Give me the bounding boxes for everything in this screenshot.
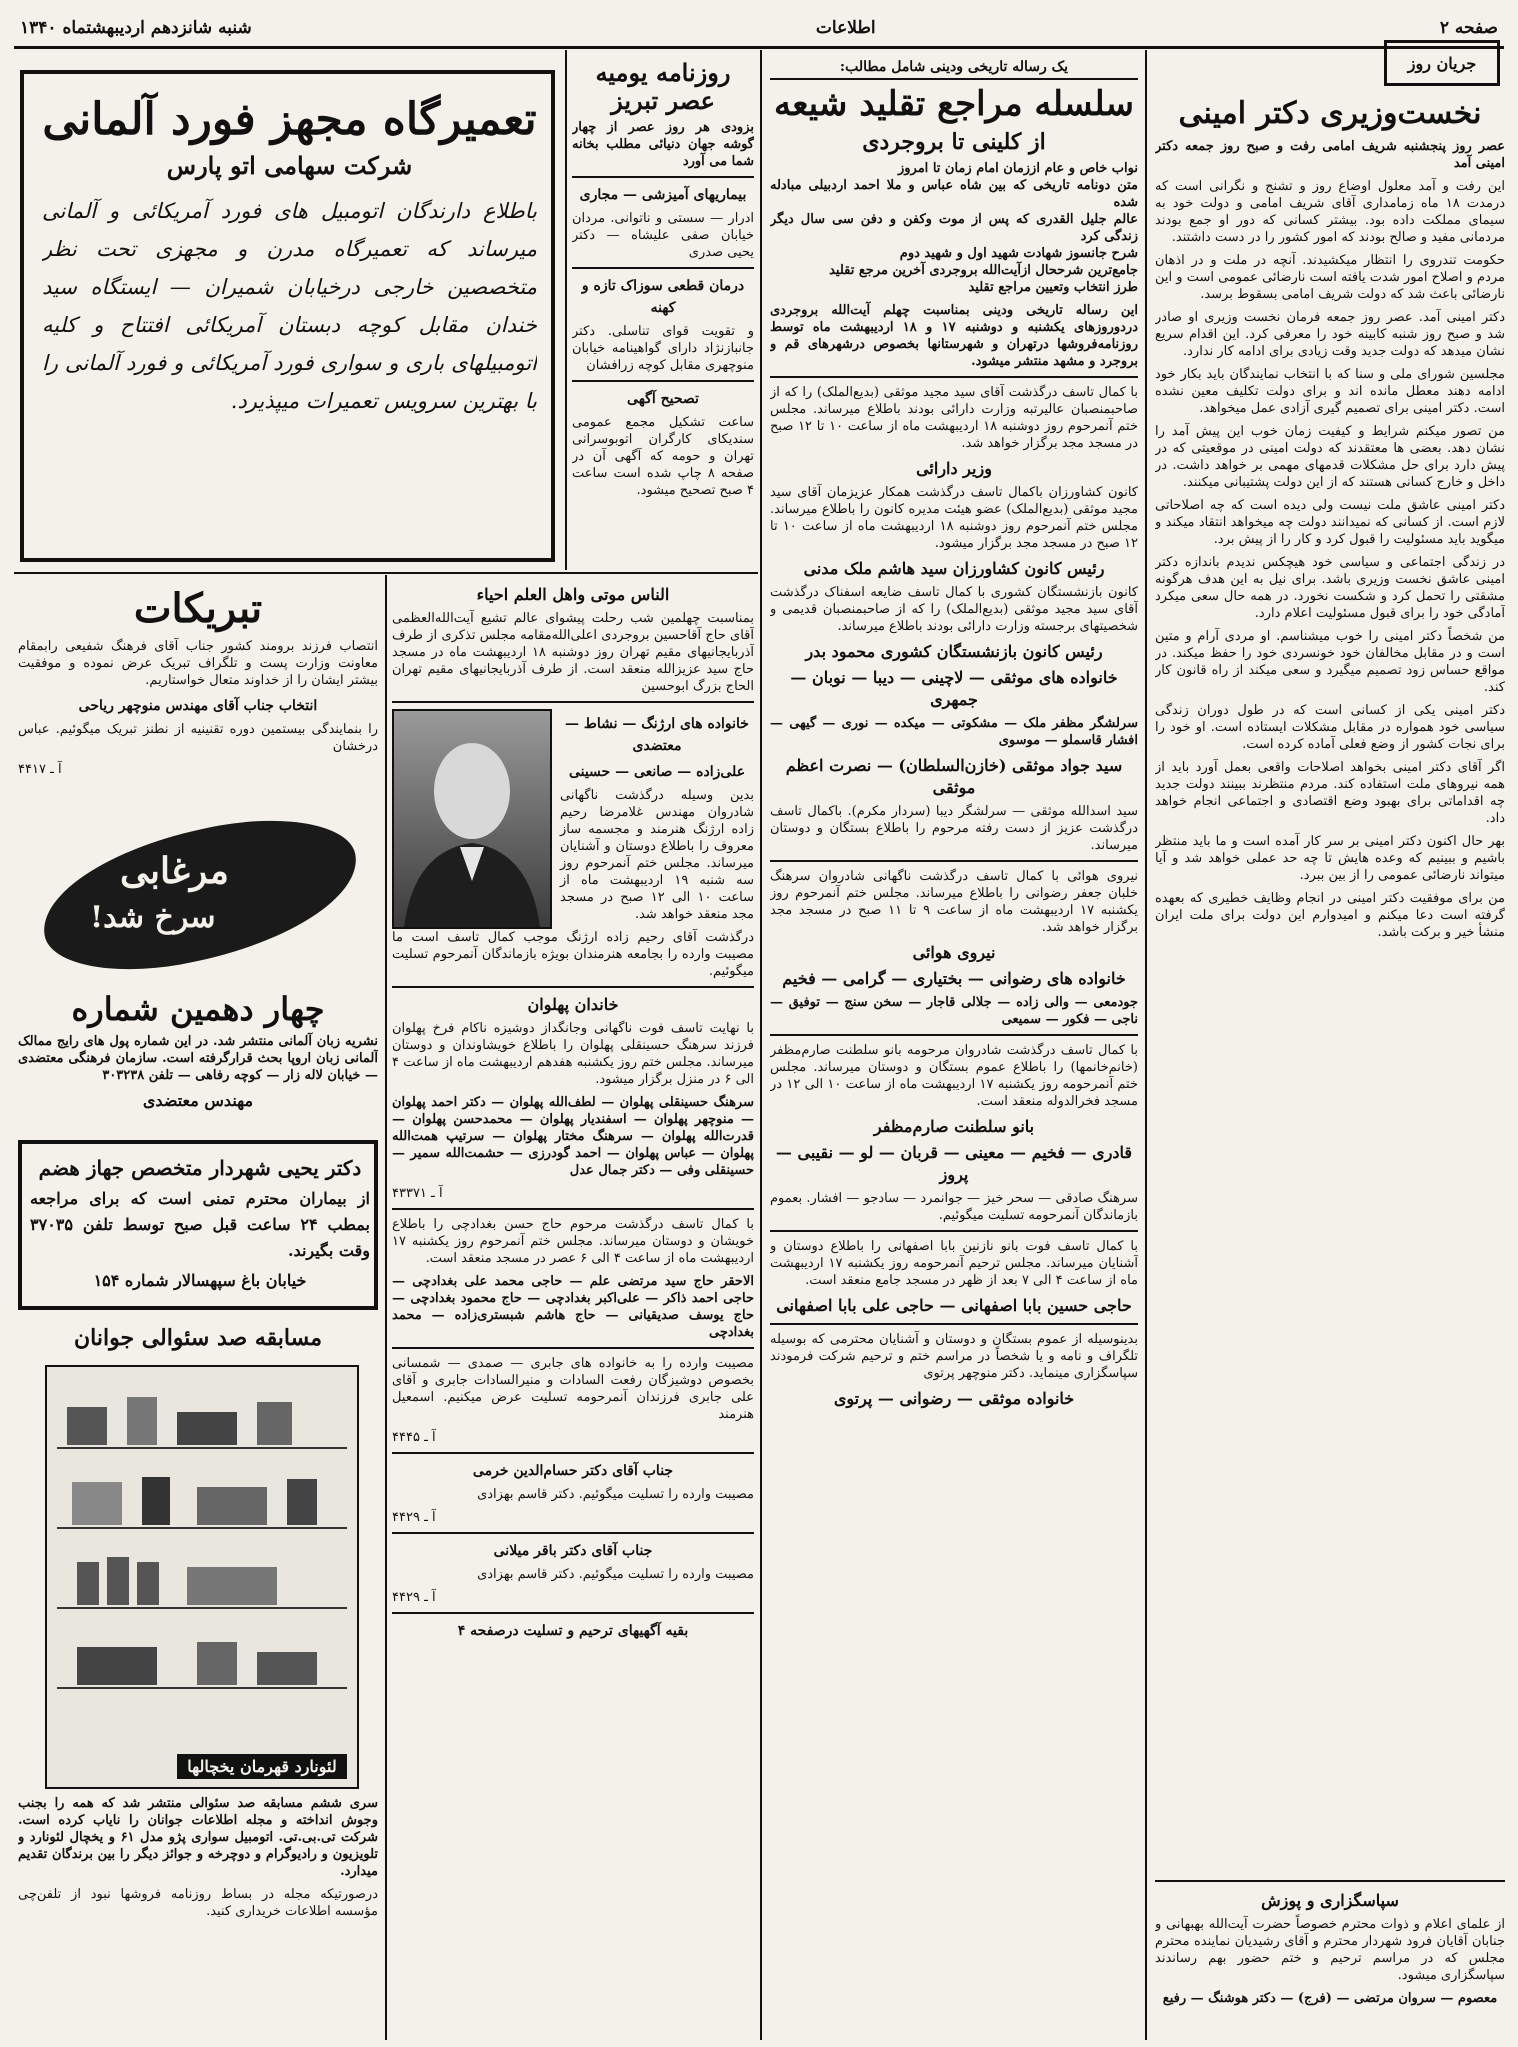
editorial-paragraph: اگر آقای دکتر امینی بخواهد اصلاحات واقعی بعمل آورد باید از همه نیروهای ملت استفاده کند. مردم منتظرند ببینند دولت جدید چه اقداماتی برای بهبود وضع اقتصادی و اجتماعی انجام خواهد داد. (1155, 760, 1505, 826)
divider (572, 380, 754, 382)
booklet-announcement: این رساله تاریخی ودینی بمناسبت چهلم آیت‌الله بروجردی دردوروزهای یکشنبه و دوشنبه ۱۷ و ۱۸ اردیبهشت ماه توسط روزنامه‌فروشها درتهران و شهرستانها بخصوص درشهرهای قم و بروجرد و مشهد منتشر میشود. (770, 303, 1138, 369)
condolence-text: مصیبت وارده را تسلیت میگوئیم. دکتر قاسم بهزادی (477, 1567, 754, 1582)
obituary-text: بدینوسیله از عموم بستگان و دوستان و آشنایان محترمی که بوسیله تلگراف و نامه و یا شخصاً در مراسم ختم و ترحیم شرکت فرمودند سپاسگزاری مینماید. دکتر منوچهر پرتوی (770, 1332, 1138, 1381)
obituary-sign: حاجی حسین بابا اصفهانی — حاجی علی بابا اصفهانی (776, 1296, 1132, 1315)
congrats-text: انتصاب فرزند برومند کشور جناب آقای فرهنگ شفیعی رابمقام معاونت وزارت پست و تلگراف تبریک عرض نموده و موفقیت بیشتر ایشان را از خداوند متعال خواستاریم. (18, 639, 378, 688)
portrait-photo (392, 709, 552, 929)
editorial-paragraph: در زندگی اجتماعی و سیاسی خود هیچکس ندیدم باندازه دکتر امینی عاشق نخست وزیری باشد. برای نیل به این هدف هرگونه مشقتی را تحمل کرد و شکست نخورد. در همه حال سعی میکرد آمادگی خود را برای قبول مسئولیت اعلام دارد. (1155, 555, 1505, 621)
divider (572, 176, 754, 178)
ad-title: درمان قطعی سوزاک تازه و کهنه (581, 278, 745, 316)
ford-garage-ad (20, 70, 555, 562)
column-divider (760, 50, 762, 2040)
obituary-family: خانواده های ارژنگ — نشاط — معتضدی (565, 716, 749, 754)
booklet-title: سلسله مراجع تقلید شیعه (773, 84, 1134, 124)
leaf-shape (31, 803, 369, 987)
obituary-text: بمناسبت چهلمین شب رحلت پیشوای عالم تشیع آیت‌الله‌العظمی آقای حاج آقاحسین بروجردی اعلی‌الله‌مقامه مجلس تذکری از طرف آذربایجانیهای مقیم تهران روز دوشنبه ۱۸ اردیبهشت ماه در مسجد حاج سید عزیزالله منعقد است. از طرف آذربایجانیهای مقیم تهران الحاج بزرگ ابوحسین (392, 611, 754, 694)
booklet-bullet: عالم جلیل القدری که پس از موت وکفن و دفن سی سال دیگر زندگی کرد (770, 212, 1138, 244)
ad-code: آ ـ ۴۳۳۷۱ (392, 1186, 443, 1201)
obituary-text: نیروی هوائی با کمال تاسف درگذشت ناگهانی شادروان سرهنگ خلبان جعفر رضوانی را باطلاع میرساند. مجلس ختم آنمرحوم روز یکشنبه ۱۷ اردیبهشت ماه از ساعت ۹ تا ۱۱ صبح در مسجد مجد برگزار خواهد شد. (770, 869, 1138, 935)
duck-ad-line2: سرخ شد! (90, 900, 216, 935)
page-number: صفحه ۲ (1439, 18, 1498, 38)
editorial-paragraph: بهر حال اکنون دکتر امینی بر سر کار آمده است و ما باید منتظر باشیم و ببینیم که وعده هایش تا چه حد عملی خواهد شد و آیا میتواند نارضائی عمومی را از بین ببرد. (1155, 834, 1505, 883)
fridge-brand-label: لئونارد قهرمان یخچالها (177, 1754, 347, 1779)
editorial-title: نخست‌وزیری دکتر امینی (1178, 96, 1482, 131)
editorial-paragraph: دکتر امینی یکی از کسانی است که در طول دوران زندگی سیاسی خود همواره در مقابل مشکلات ایستاده است. او خود را برای نجات کشور از وضع فعلی آماده کرده است. (1155, 703, 1505, 752)
ad-text: و تقویت قوای تناسلی. دکتر جانبازنژاد دارای گواهینامه خیابان منوچهری مقابل کوچه زرافشان (572, 324, 754, 373)
congrats-subtext: را بنمایندگی بیستمین دوره تقنینیه از نطنز تبریک میگوئیم. عباس درخشان (18, 722, 378, 754)
obituary-sign: نیروی هوائی (912, 943, 996, 962)
ford-ad-company: شرکت سهامی اتو پارس (166, 151, 413, 180)
obituary-family-names: سرلشگر مظفر ملک — مشکوتی — میکده — نوری — گیهی — افشار قاسملو — موسوی (770, 716, 1138, 748)
obituary-text: سید اسدالله موثقی — سرلشگر دیبا (سردار مکرم). باکمال تاسف درگذشت عزیز از دست رفته مرحوم را باطلاع بستگان و دوستان میرساند. (770, 804, 1138, 853)
tabriz-paper-sub: بزودی هر روز عصر از چهار گوشه جهان دنیائی مطلب بخانه شما می آورد (572, 120, 754, 169)
obituary-sign: خانواده موثقی — رضوانی — پرتوی (833, 1389, 1075, 1408)
obituary-text: با کمال تاسف درگذشت آقای سید مجید موثقی (بدیع‌الملک) را که از صاحبمنصبان عالیرتبه وزارت دارائی بودند باطلاع میرساند. مجلس ختم آنمرحوم روز دوشنبه ۱۸ اردیبهشت ماه از ساعت ۱۰ تا ۱۲ صبح در مسجد مجد برگزار خواهد شد. (770, 385, 1138, 451)
doctor-ad-text: از بیماران محترم تمنی است که برای مراجعه بمطب ۲۴ ساعت قبل صبح توسط تلفن ۳۷۰۳۵ وقت بگیرند. (30, 1189, 370, 1260)
obituary-text: بدین وسیله درگذشت ناگهانی شادروان مهندس غلامرضا رحیم زاده ارژنگ هنرمند و مجسمه ساز معروف را باطلاع دوستان و آشنایان میرساند. مجلس ختم آنمرحوم روز سه شنبه ۱۹ اردیبهشت ماه از ساعت ۱۰ الی ۱۲ صبح در مسجد مجد منعقد خواهد شد. (560, 788, 754, 922)
contest-heading (18, 1320, 378, 1360)
obituary-family: خاندان پهلوان (527, 995, 619, 1014)
obituary-text: سرهنگ صادقی — سحر خیز — جوانمرد — سادجو — افشار. بعموم بازماندگان آنمرحومه تسلیت میگوئیم. (770, 1191, 1138, 1223)
obituary-family: سید جواد موثقی (خازن‌السلطان) — نصرت اعظم موثقی (785, 756, 1123, 797)
booklet-subtitle: از کلینی تا بروجردی (862, 129, 1046, 155)
divider (392, 1452, 754, 1454)
duck-ad (30, 820, 370, 970)
booklet-bullet: طرز انتخاب وتعیین مراجع تقلید (968, 280, 1138, 295)
editorial-paragraph: مجلسین شورای ملی و سنا که با انتخاب نمایندگان باید بکار خود ادامه دهند معطل مانده اند و برای دولت تکلیف معین نشده است. دکتر امینی برای تصمیم گیری آزادی عمل میخواهد. (1155, 367, 1505, 416)
editorial-paragraph: این رفت و آمد معلول اوضاع روز و تشنج و نگرانی است که درمدت ۱۸ ماه زمامداری آقای شریف امامی و دولت خود به سیمای مملکت داده بود. بیشتر کسانی که دور او جمع بودند مردمانی مفید و صالح بودند که امور کشور را در دست داشتند. (1155, 179, 1505, 245)
obituary-sign: رئیس کانون بازنشستگان کشوری محمود بدر (805, 642, 1103, 661)
contest-tail: درصورتیکه مجله در بساط روزنامه فروشها نبود از تلفن‌چی مؤسسه اطلاعات خریداری کنید. (18, 1887, 378, 1919)
tabriz-paper-title: روزنامه یومیه عصر تبریز (595, 58, 731, 115)
obituary-names: سرهنگ حسینقلی پهلوان — لطف‌الله پهلوان — دکتر احمد پهلوان — منوچهر پهلوان — اسفندیار پهلوان — محمدحسن پهلوان — قدرت‌الله پهلوان — سرهنگ مختار پهلوان — سرتیپ همت‌الله پهلوان — عباس پهلوان — احمد گودرزی — حشمت‌الله سمیر — حسینقلی وفی — دکتر جمال عدل (392, 1095, 754, 1178)
ford-ad-text: باطلاع دارندگان اتومبیل های فورد آمریکائی و آلمانی میرساند که تعمیرگاه مدرن و مجهزی تحت نظر متخصصین خارجی درخیابان شمیران — ایستگاه سید خندان مقابل کوچه دبستان آمریکائی افتتاح و کلیه اتومبیلهای باری و سواری فورد آمریکائی و فورد آلمانی را با بهترین سرویس تعمیرات میپذیرد. (42, 199, 537, 413)
divider (392, 1347, 754, 1349)
divider (392, 701, 754, 703)
editorial-paragraph: دکتر امینی آمد. عصر روز جمعه فرمان نخست وزیری او صادر شد و صبح روز شنبه کابینه خود را معرفی کرد. این اقدام سریع نشان میدهد که دولت جدید وقت زیادی برای ادامه کار ندارد. (1155, 310, 1505, 359)
booklet-kicker: یک رساله تاریخی ودینی شامل مطالب: (770, 56, 1138, 80)
continued-note: بقیه آگهیهای ترحیم و تسلیت درصفحه ۴ (457, 1623, 689, 1639)
congrats-title: تبریکات (133, 585, 263, 632)
issue-title: چهار دهمین شماره (71, 990, 325, 1028)
obituaries-column (392, 580, 754, 2030)
arzhang-notice (392, 709, 754, 929)
ad-text: ساعت تشکیل مجمع عمومی سندیکای کارگران اتوبوسرانی تهران و حومه که آگهی آن در صفحه ۸ چاپ شده است ساعت ۴ صبح تصحیح میشود. (572, 415, 754, 498)
doctor-ad-title: دکتر یحیی شهردار متخصص جهاز هضم (38, 1156, 362, 1180)
apology-sign: معصوم — سروان مرتضی — (فرج) — دکتر هوشنگ — رفیع (1162, 1991, 1498, 2006)
editorial-paragraph: من شخصاً دکتر امینی را خوب میشناسم. او مردی آرام و متین است و در مقابل مخالفان خود خونسردی خود را حفظ میکند. در مواقع حساس زود تصمیم میگیرد و سعی میکند از راه قانون کار کند. (1155, 629, 1505, 695)
divider (392, 1208, 754, 1210)
editorial-intro: عصر روز پنجشنبه شریف امامی رفت و صبح روز جمعه دکتر امینی آمد (1155, 139, 1505, 171)
obituary-sign: بانو سلطنت صارم‌مظفر (873, 1117, 1035, 1136)
column-divider (1145, 50, 1147, 2040)
obituary-family: قادری — فخیم — معینی — قربان — لو — نقیبی — پروز (775, 1143, 1133, 1184)
editorial-paragraph: من برای موفقیت دکتر امینی در انجام وظایف خطیری که بعهده گرفته است دعا میکنم و امیدوارم این دولت برای ملت ایران منشأ خیر و برکت باشد. (1155, 891, 1505, 940)
condolence-title: جناب آقای دکتر باقر میلانی (493, 1543, 653, 1559)
apology-title: سپاسگزاری و پوزش (1261, 1891, 1399, 1910)
divider (770, 1230, 1138, 1232)
editorial-column (1155, 90, 1505, 1970)
apology-notice (1155, 1880, 1505, 2041)
german-issue-ad (18, 985, 378, 1135)
ad-code: آ ـ ۴۴۱۷ (18, 762, 62, 777)
contest-text: سری ششم مسابقه صد سئوالی منتشر شد که همه را بجنب وجوش انداخته و مجله اطلاعات جوانان را نایاب کرده است. شرکت تی.بی.تی. اتومبیل سواری پژو مدل ۶۱ و یخچال لئونارد و تلویزیون و رادیوگرام و دوچرخه و جوائز دیگر را بین برندگان تقدیم میدارد. (18, 1796, 378, 1879)
small-ads-column (572, 55, 754, 570)
obituary-names: الاحقر حاج سید مرتضی علم — حاجی محمد علی بغدادچی — حاجی احمد ذاکر — علی‌اکبر بغدادچی — حاج محمود بغدادچی — حاج یوسف صدیقیانی — حاج هاشم شبستری‌زاده — محمد بغدادچی (392, 1274, 754, 1340)
obituary-text: با کمال تاسف فوت بانو نازنین بابا اصفهانی را باطلاع دوستان و آشنایان میرساند. مجلس ترحیم آنمرحومه روز یکشنبه ۱۷ اردیبهشت ماه از ساعت ۴ الی ۷ بعد از ظهر در مسجد جامع منعقد است. (770, 1239, 1138, 1288)
fridge-illustration (45, 1365, 359, 1789)
obituary-text: با کمال تاسف درگذشت مرحوم حاج حسن بغدادچی را باطلاع خویشان و دوستان میرساند. مجلس ختم آنمرحوم روز یکشنبه ۱۷ اردیبهشت ماه از ساعت ۴ الی ۶ عصر در مسجد منعقد است. (392, 1217, 754, 1266)
contest-details (18, 1795, 378, 2035)
divider (770, 1034, 1138, 1036)
apology-text: از علمای اعلام و ذوات محترم خصوصاً حضرت آیت‌الله بهبهانی و جنابان آقایان فرود شهردار محترم و آقای رشیدیان نماینده محترم مجلس که در مراسم ترحیم و ختم حضور بهم رساندند سپاسگزاری میشود. (1155, 1917, 1505, 1983)
portrait-figure (394, 711, 550, 927)
contest-title: مسابقه صد سئوالی جوانان (73, 1325, 322, 1351)
obituary-text: با نهایت تاسف فوت ناگهانی وجانگداز دوشیزه ناکام فرخ پهلوان فرزند سرهنگ حسینقلی پهلوان را باطلاع خویشاوندان و دوستان میرساند. مجلس ختم روز یکشنبه هفدهم اردیبهشت ماه از ساعت ۴ الی ۶ در منزل برگزار میشود. (392, 1021, 754, 1087)
header-rule (14, 46, 1504, 49)
booklet-bullet: جامع‌ترین شرححال ازآیت‌الله بروجردی آخرین مرجع تقلید (829, 263, 1138, 278)
editorial-paragraph: من تصور میکنم شرایط و کیفیت زمان خوب این پیش آمد را نشان دهد. بعضی ها معتقدند که دولت امینی در موقعیتی که در پیش دارد برای حل مشکلات قدمهای مهمی بر خواهد داشت. در داخل و خارج کسانی هستند که از این دولت پشتیبانی میکنند. (1155, 424, 1505, 490)
congrats-subtitle: انتخاب جناب آقای مهندس منوچهر ریاحی (78, 698, 318, 714)
section-rule (14, 572, 758, 574)
divider (392, 1532, 754, 1534)
issue-text: نشریه زبان آلمانی منتشر شد. در این شماره پول های رایج ممالک آلمانی زبان اروپا بحث قرارگرفته است. سازمان فرهنگی معتضدی — خیابان لاله زار — کوچه رفاهی — تلفن ۳۰۳۲۳۸ (18, 1034, 378, 1083)
divider (770, 376, 1138, 378)
obituary-sign: رئیس کانون کشاورزان سید هاشم ملک مدنی (803, 559, 1105, 578)
doctor-ad-address: خیابان باغ سپهسالار شماره ۱۵۴ (93, 1271, 307, 1290)
divider (392, 1612, 754, 1614)
obituary-family-names: جودمعی — والی زاده — جلالی قاجار — سخن سنج — توفیق — ناجی — فکور — سمیعی (770, 995, 1138, 1027)
issue-date: شنبه شانزدهم اردیبهشتماه ۱۳۴۰ (20, 18, 252, 38)
obituary-text: با کمال تاسف درگذشت شادروان مرحومه بانو سلطنت صارم‌مظفر (خانم‌خانمها) را باطلاع عموم بستگان و دوستان میرساند. مجلس ختم آنمرحومه روز یکشنبه ۱۷ اردیبهشت ماه از ساعت ۱۰ الی ۱۲ در مسجد فخرالدوله منعقد است. (770, 1043, 1138, 1109)
ford-ad-content (42, 88, 537, 548)
ad-text: ادرار — سستی و ناتوانی. مردان خیابان صفی علیشاه — دکتر یحیی صدری (572, 211, 754, 260)
ad-code: آ ـ ۴۴۴۵ (392, 1430, 436, 1445)
booklet-bullet: شرح جانسوز شهادت شهید اول و شهید دوم (899, 246, 1138, 261)
fridge-contents (47, 1367, 353, 1707)
page-header (20, 14, 1498, 42)
ad-code: آ ـ ۴۴۲۹ (392, 1590, 436, 1605)
ad-title: تصحیح آگهی (627, 391, 699, 407)
booklet-bullet: نواب خاص و عام اززمان امام زمان تا امروز (897, 161, 1138, 176)
condolence-title: جناب آقای دکتر حسام‌الدین خرمی (472, 1463, 674, 1479)
editorial-paragraph: دکتر امینی عاشق ملت نیست ولی دیده است که چه اصلاحاتی لازم است. از کسانی که نمیدانند دولت چه میخواهد انتقاد میکند و میگوید باید مسئولیت را قبول کرد و کار را از پیش برد. (1155, 498, 1505, 547)
obituary-family: خانواده های موثقی — لاچینی — دیبا — نوبان — جمهری (790, 668, 1118, 709)
obituary-text: مصیبت وارده را به خانواده های جابری — صمدی — شمسانی بخصوص دوشیزگان رفعت السادات و منیرالسادات جابری و آقای علی جابری فرزندان آنمرحومه تسلیت عرض میکنیم. اسمعیل هنرمند (392, 1356, 754, 1422)
obituary-text: کانون کشاورزان باکمال تاسف درگذشت همکار عزیزمان آقای سید مجید موثقی (بدیع‌الملک) عضو هیئت مدیره کانون را باطلاع میرساند. مجلس ختم آنمرحوم روز دوشنبه ۱۸ اردیبهشت ماه از ساعت ۱۰ تا ۱۲ صبح در مسجد مجد برگزار میشود. (770, 485, 1138, 551)
divider (770, 1323, 1138, 1325)
obituary-family: علی‌زاده — صانعی — حسینی (568, 764, 746, 780)
divider (770, 860, 1138, 862)
religious-notices-column (770, 52, 1138, 2032)
paper-name: اطلاعات (815, 18, 876, 38)
divider (572, 267, 754, 269)
column-divider (385, 575, 387, 2040)
ford-ad-title: تعمیرگاه مجهز فورد آلمانی (42, 94, 537, 145)
portrait-photo-frame (392, 709, 552, 929)
condolence-text: مصیبت وارده را تسلیت میگوئیم. دکتر قاسم بهزادی (477, 1487, 754, 1502)
ad-title: بیماریهای آمیزشی — مجاری (579, 187, 747, 203)
ad-code: آ ـ ۴۴۲۹ (392, 1510, 436, 1525)
section-tag: جریان روز (1384, 40, 1500, 86)
doctor-ad (18, 1140, 378, 1310)
divider (392, 986, 754, 988)
column-divider (565, 50, 567, 570)
editorial-paragraph: حکومت تندروی را انتظار میکشیدند. آنچه در ملت و در اذهان مردم و اصلاح امور شدت یافته است نارضائی عمومی است و این نارضائی باعث شد که دولت شریف امامی بسقوط برسد. (1155, 253, 1505, 302)
issue-sign: مهندس معتضدی (142, 1091, 254, 1110)
arzhang-notice-text (560, 709, 754, 929)
obituary-family: خانواده های رضوانی — بختیاری — گرامی — فخیم (782, 969, 1126, 988)
duck-ad-line1: مرغابی (120, 850, 229, 892)
obituary-heading: الناس موتی واهل العلم احیاء (476, 585, 670, 604)
doctor-ad-content (30, 1150, 370, 1305)
obituary-text: کانون بازنشستگان کشوری با کمال تاسف ضایعه اسفناک درگذشت آقای سید مجید موثقی (بدیع‌الملک) را که از صاحبمنصبان قدیمی و شخصیتهای برجسته وزارت دارائی بودند باطلاع میرساند. (770, 585, 1138, 634)
obituary-sign: وزیر دارائی (916, 459, 992, 478)
obituary-text: درگذشت آقای رحیم زاده ارژنگ موجب کمال تاسف است ما مصیبت وارده را بجامعه هنرمندان بویژه بازماندگان آنمرحوم تسلیت میگوئیم. (392, 930, 754, 979)
booklet-bullet: متن دونامه تاریخی که بین شاه عباس و ملا احمد اردبیلی مبادله شده (770, 178, 1138, 210)
